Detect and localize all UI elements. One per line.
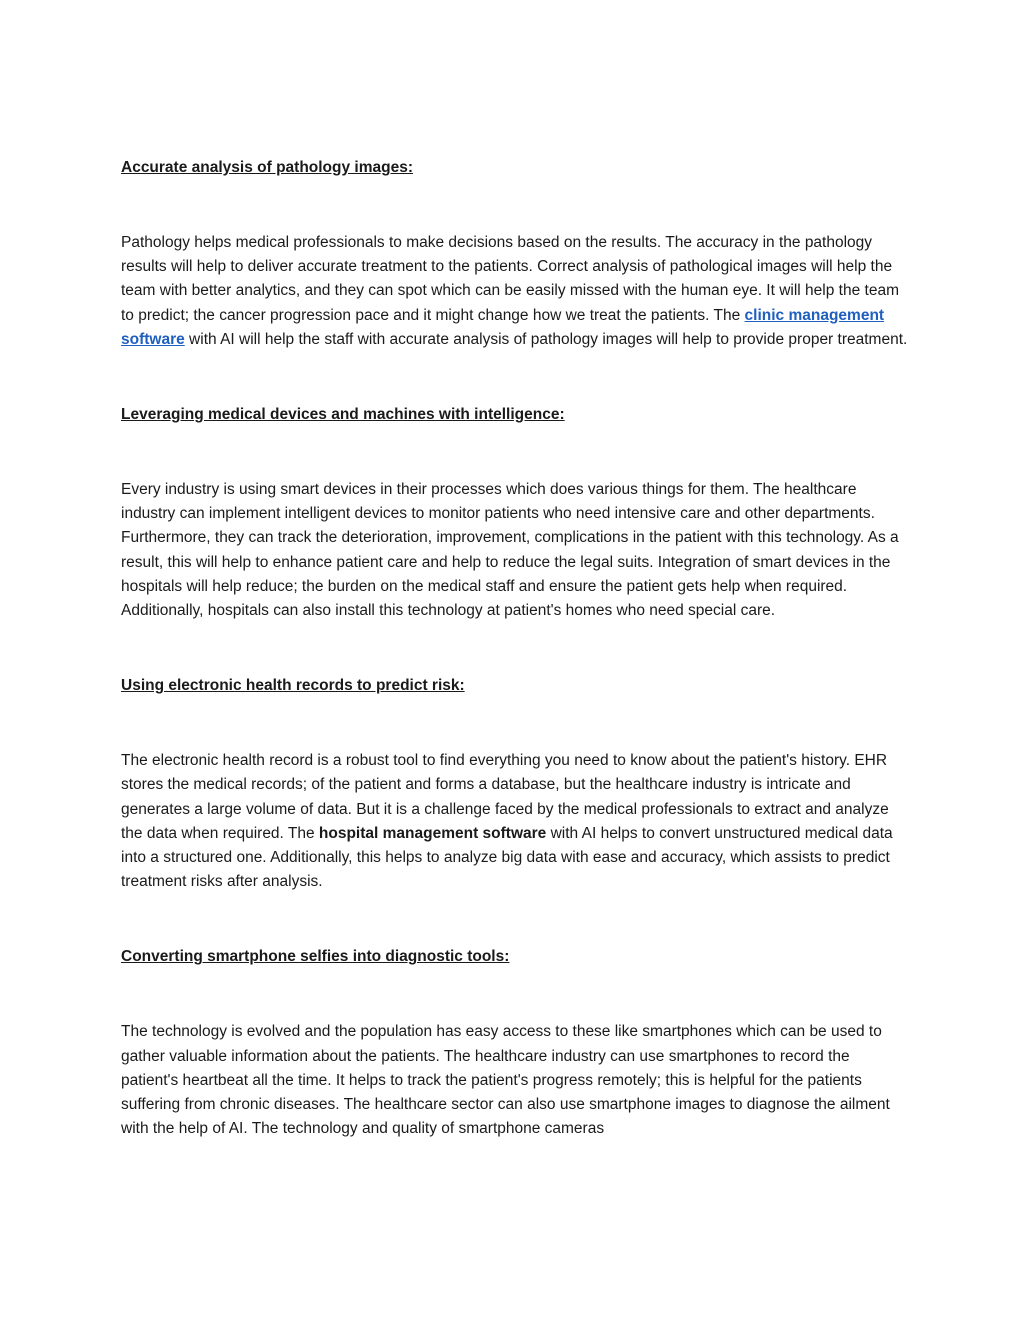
section-paragraph-pathology [121,231,911,352]
paragraph-text: with AI helps to convert unstructured medical data into a structured one. Additionally, this helps to analyze big data with ease and accuracy, which assists to predict treatment risks after analysis. [121,824,893,891]
hospital-management-software-text: hospital management software [318,824,547,842]
section-heading-devices: Leveraging medical devices and machines with intelligence: [121,406,565,424]
paragraph-text: Pathology helps medical professionals to make decisions based on the results. The accuracy in the pathology results will help to deliver accurate treatment to the patients. Correct analysis of pathological images will help the team with better analytics, and they can spot which can be easily missed with the human eye. It will help the team to predict; the cancer progression pace and it might change how we treat the patients. The [121,234,899,324]
section-heading-smartphone: Converting smartphone selfies into diagnostic tools: [121,948,510,966]
section-paragraph-devices: Every industry is using smart devices in their processes which does various things for them. The healthcare industry can implement intelligent devices to monitor patients who need intensive care and other departments. Furthermore, they can track the deterioration, improvement, complications in the patient with this technology. As a result, this will help to enhance patient care and help to reduce the legal suits. Integration of smart devices in the hospitals will help reduce; the burden on the medical staff and ensure the patient gets help when required. Additionally, hospitals can also install this technology at patient's homes who need special care. [121,481,899,620]
document-body [121,156,911,1141]
section-heading-pathology: Accurate analysis of pathology images: [121,159,414,176]
paragraph-text: with AI will help the staff with accurate analysis of pathology images will help to provide proper treatment. [184,330,908,348]
section-heading-ehr: Using electronic health records to predict risk: [121,677,465,695]
section-paragraph-ehr [121,749,911,894]
section-paragraph-smartphone: The technology is evolved and the population has easy access to these like smartphones which can be used to gather valuable information about the patients. The healthcare industry can use smartphones to record the patient's heartbeat all the time. It helps to track the patient's progress remotely; this is helpful for the patients suffering from chronic diseases. The healthcare sector can also use smartphone images to diagnose the ailment with the help of AI. The technology and quality of smartphone cameras [121,1023,890,1138]
paragraph-text: The electronic health record is a robust tool to find everything you need to know about the patient's history. EHR stores the medical records; of the patient and forms a database, but the healthcare industry is intricate and generates a large volume of data. But it is a challenge faced by the medical professionals to extract and analyze the data when required. The [121,752,889,842]
clinic-management-software-link[interactable]: clinic management software [121,306,885,348]
